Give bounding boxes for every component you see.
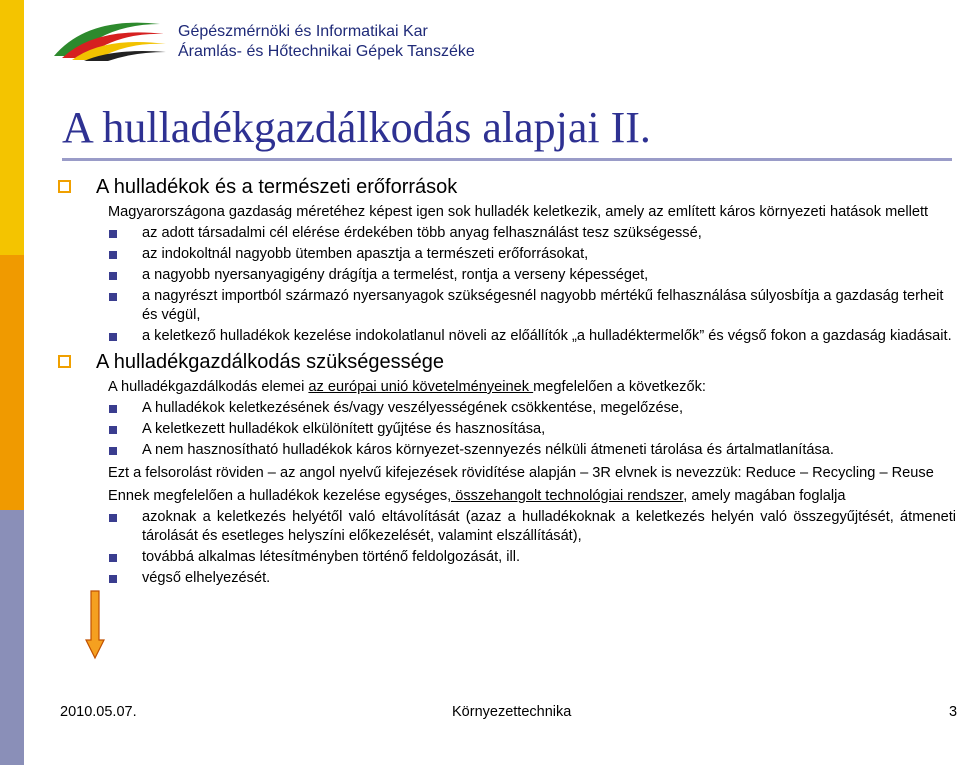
- left-bar-orange: [0, 255, 24, 510]
- eu-requirements-text: az európai unió követelményeinek: [308, 379, 534, 395]
- slide-title: A hulladékgazdálkodás alapjai II.: [62, 103, 651, 152]
- section1-bullet: a nagyrészt importból származó nyersanyagok szükségesnél nagyobb mértékű felhasználása súlyosbítja a gazdaság terheit és végül,: [58, 287, 956, 325]
- 3r-summary: Ezt a felsorolást röviden – az angol nyelvű kifejezések rövidítése alapján – 3R elvnek is nevezzük: Reduce – Recycling – Reuse: [108, 465, 934, 481]
- left-bar-yellow: [0, 0, 24, 255]
- left-color-bar: [0, 0, 24, 765]
- section1-bullet: a nagyobb nyersanyagigény drágítja a termelést, rontja a verseny képességet,: [58, 266, 956, 285]
- title-divider: [62, 158, 952, 161]
- section2-bullet: A hulladékok keletkezésének és/vagy veszélyességének csökkentése, megelőzése,: [58, 399, 956, 418]
- footer-course: Környezettechnika: [452, 704, 572, 720]
- institution-header: [178, 22, 475, 62]
- page-number: 3: [949, 704, 958, 720]
- faculty-name: Gépészmérnöki és Informatikai Kar: [178, 23, 428, 40]
- process-step: azoknak a keletkezés helyétől való eltávolítását (azaz a hulladékoknak a keletkezés helyén való összegyűjtését, átmeneti tárolását és esetleges helyszíni előkezelését, valamint elszállítását),: [58, 508, 956, 546]
- section1-heading: A hulladékok és a természeti erőforrások: [58, 174, 956, 200]
- heading-bullet-icon: [58, 180, 71, 193]
- section1-intro: Magyarországona gazdaság méretéhez képest igen sok hulladék keletkezik, amely az említett káros környezeti hatások mellett: [108, 204, 929, 220]
- heading-bullet-icon: [58, 355, 71, 368]
- section2-heading: A hulladékgazdálkodás szükségessége: [58, 349, 956, 375]
- section1-bullet: az indokoltnál nagyobb ütemben apasztja a természeti erőforrásokat,: [58, 245, 956, 264]
- section1-bullet: az adott társadalmi cél elérése érdekében több anyag felhasználást tesz szükségessé,: [58, 224, 956, 243]
- section2-bullet: A keletkezett hulladékok elkülönített gyűjtése és hasznosítása,: [58, 420, 956, 439]
- department-name: Áramlás- és Hőtechnikai Gépek Tanszéke: [178, 43, 475, 60]
- section2-bullet: A nem hasznosítható hulladékok káros környezet-szennyezés nélküli átmeneti tárolása és ártalmatlanítása.: [58, 441, 956, 460]
- integrated-system-text: , összehangolt technológiai rendszer: [447, 488, 684, 504]
- university-logo: [48, 14, 168, 62]
- footer-date: 2010.05.07.: [60, 704, 137, 720]
- system-statement: Ennek megfelelően a hulladékok kezelése egységes, összehangolt technológiai rendszer, amely magában foglalja: [108, 488, 846, 504]
- section1-bullet: a keletkező hulladékok kezelése indokolatlanul növeli az előállítók „a hulladéktermelők” és végső fokon a gazdaság kiadásait.: [58, 327, 956, 346]
- section2-intro: A hulladékgazdálkodás elemei az európai unió követelményeinek megfelelően a következők:: [108, 379, 706, 395]
- process-step: végső elhelyezését.: [58, 569, 956, 588]
- down-arrow-icon: [85, 590, 105, 660]
- left-bar-purple: [0, 510, 24, 765]
- process-step: továbbá alkalmas létesítményben történő feldolgozását, ill.: [58, 548, 956, 567]
- slide-content: [58, 174, 956, 588]
